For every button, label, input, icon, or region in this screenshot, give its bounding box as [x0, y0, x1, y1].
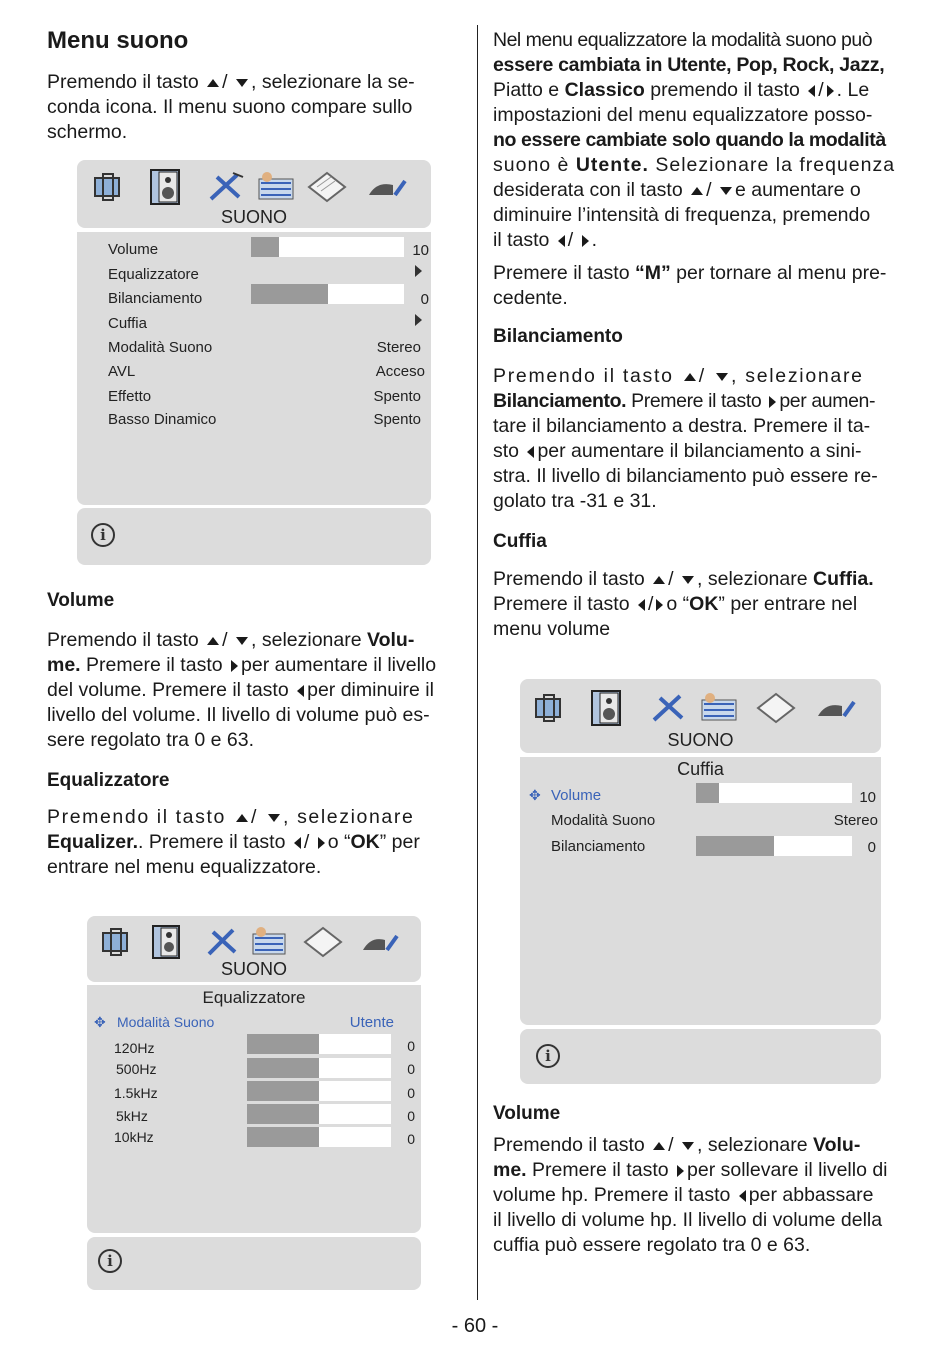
source-icon [363, 169, 413, 205]
chevron-right-icon [415, 265, 422, 277]
down-arrow-icon [720, 187, 732, 195]
sound-menu-screenshot [77, 160, 431, 565]
speaker-icon [143, 168, 193, 206]
intro-paragraph: Premendo il tasto / , selezionare la se- conda icona. Il menu suono compare sullo schermo. [47, 71, 415, 143]
volume-bar [251, 237, 404, 257]
hp-sound-mode-value: Stereo [833, 812, 878, 829]
balance-bar [251, 284, 404, 304]
up-arrow-icon [684, 373, 696, 381]
up-arrow-icon [236, 814, 248, 822]
up-arrow-icon [653, 576, 665, 584]
source-icon [357, 924, 403, 960]
right-arrow-icon [827, 85, 834, 97]
left-arrow-icon [739, 1190, 746, 1202]
up-arrow-icon [207, 637, 219, 645]
left-arrow-icon [297, 685, 304, 697]
sound-mode-value: Stereo [376, 339, 421, 356]
info-icon: i [91, 523, 115, 547]
notes-icon [752, 690, 802, 726]
headphone-menu-screenshot [520, 679, 881, 1084]
band-500hz-bar [247, 1058, 391, 1078]
move-icon: ✥ [529, 787, 541, 803]
menu-title: SUONO [220, 207, 287, 227]
band-5khz-label[interactable]: 5kHz [116, 1108, 148, 1124]
menu-item-balance[interactable]: Bilanciamento [551, 838, 646, 855]
speaker-icon [584, 689, 634, 727]
down-arrow-icon [236, 637, 248, 645]
up-arrow-icon [653, 1142, 665, 1150]
equalizer-mode-paragraph: Nel menu equalizzatore la modalità suono può essere cambiata in Utente, Pop, Rock, Jazz, Piatto e Classico premendo il tasto / . Le impostazioni del menu equalizzatore posso- no essere cambiate solo quando la modalità suono è Utente. Selezionare la frequenza desiderata con il tasto / e aumentare o diminuire l’intensità di frequenza, premendo il tasto / . [493, 29, 896, 251]
band-10khz-label[interactable]: 10kHz [114, 1129, 154, 1145]
tools-icon [203, 169, 253, 205]
move-icon: ✥ [94, 1014, 106, 1030]
left-arrow-icon [808, 85, 815, 97]
menu-item-effect[interactable]: Effetto [108, 388, 152, 405]
left-arrow-icon [294, 837, 301, 849]
band-5khz-value: 0 [407, 1108, 415, 1124]
down-arrow-icon [716, 373, 728, 381]
equalizer-paragraph: Premendo il tasto / , selezionare Equalizer.. Premere il tasto / o “OK” per entrare nel menu equalizzatore. [47, 806, 420, 878]
tools-icon [646, 690, 696, 726]
up-arrow-icon [691, 187, 703, 195]
tools-icon [201, 924, 247, 960]
menu-item-headphone[interactable]: Cuffia [108, 315, 147, 332]
band-500hz-value: 0 [407, 1061, 415, 1077]
menu-title: SUONO [667, 730, 734, 750]
column-divider [477, 25, 478, 1300]
settings-icon [253, 169, 303, 205]
band-120hz-value: 0 [407, 1038, 415, 1054]
settings-icon [696, 690, 746, 726]
right-arrow-icon [656, 599, 663, 611]
hp-volume-value: 10 [859, 789, 876, 806]
source-icon [812, 690, 862, 726]
back-paragraph: Premere il tasto “M” per tornare al menu pre- cedente. [493, 262, 887, 309]
sound-mode-value: Utente [349, 1014, 394, 1031]
right-arrow-icon [231, 660, 238, 672]
picture-icon [89, 170, 129, 204]
menu-item-balance[interactable]: Bilanciamento [108, 290, 203, 307]
down-arrow-icon [682, 1142, 694, 1150]
down-arrow-icon [236, 79, 248, 87]
left-arrow-icon [558, 235, 565, 247]
band-1-5khz-label[interactable]: 1.5kHz [114, 1085, 158, 1101]
balance-value: 0 [420, 291, 429, 308]
menu-item-volume[interactable]: Volume [108, 241, 159, 258]
band-5khz-bar [247, 1104, 391, 1124]
notes-icon [303, 169, 353, 205]
speaker-icon [147, 924, 193, 960]
info-icon: i [98, 1249, 122, 1273]
hp-volume-bar [696, 783, 852, 803]
hp-balance-value: 0 [867, 839, 876, 856]
volume-value: 10 [412, 242, 429, 259]
band-500hz-label[interactable]: 500Hz [116, 1061, 157, 1077]
band-10khz-value: 0 [407, 1131, 415, 1147]
down-arrow-icon [268, 814, 280, 822]
submenu-title: Cuffia [677, 759, 724, 779]
balance-paragraph: Premendo il tasto / , selezionare Bilanciamento. Premere il tasto per aumen- tare il bilanciamento a destra. Premere il ta- sto per aumentare il bilanciamento a sini- stra. Il livello di bilanciamento può essere re- golato tra -31 e 31. [493, 365, 878, 512]
headphone-heading: Cuffia [493, 531, 547, 552]
menu-item-dynamic-bass[interactable]: Basso Dinamico [108, 411, 217, 428]
notes-icon [299, 924, 349, 960]
down-arrow-icon [682, 576, 694, 584]
chevron-right-icon [415, 314, 422, 326]
info-icon: i [536, 1044, 560, 1068]
left-arrow-icon [527, 446, 534, 458]
band-10khz-bar [247, 1127, 391, 1147]
left-arrow-icon [638, 599, 645, 611]
section-title: Menu suono [47, 27, 189, 54]
avl-value: Acceso [375, 363, 425, 380]
volume-paragraph: Premendo il tasto / , selezionare Volu- me. Premere il tasto per aumentare il livello del volume. Premere il tasto per diminuire il livello del volume. Il livello di volume può es- sere regolato tra 0 e 63. [47, 629, 437, 751]
equalizer-menu-screenshot [87, 916, 421, 1290]
right-arrow-icon [318, 837, 325, 849]
balance-heading: Bilanciamento [493, 326, 623, 347]
volume-heading: Volume [47, 590, 115, 611]
menu-item-sound-mode[interactable]: Modalità Suono [117, 1014, 215, 1030]
band-120hz-bar [247, 1034, 391, 1054]
dynamic-bass-value: Spento [373, 411, 421, 428]
menu-item-sound-mode[interactable]: Modalità Suono [108, 339, 213, 356]
menu-icons [530, 689, 862, 727]
menu-item-equalizer[interactable]: Equalizzatore [108, 266, 199, 283]
band-1-5khz-value: 0 [407, 1085, 415, 1101]
equalizer-heading: Equalizzatore [47, 770, 170, 791]
up-arrow-icon [207, 79, 219, 87]
right-arrow-icon [677, 1165, 684, 1177]
menu-item-sound-mode[interactable]: Modalità Suono [551, 812, 656, 829]
hp-volume-heading: Volume [493, 1103, 561, 1124]
right-arrow-icon [582, 235, 589, 247]
band-1-5khz-bar [247, 1081, 391, 1101]
menu-icons [97, 924, 403, 960]
picture-icon [530, 691, 570, 725]
info-bar [77, 508, 431, 565]
hp-balance-bar [696, 836, 852, 856]
effect-value: Spento [373, 388, 421, 405]
picture-icon [97, 925, 137, 959]
menu-item-avl[interactable]: AVL [108, 363, 136, 380]
menu-icons [89, 168, 413, 206]
right-arrow-icon [769, 396, 776, 408]
headphone-paragraph: Premendo il tasto / , selezionare Cuffia. Premere il tasto / o “OK” per entrare nel menu volume [493, 568, 874, 640]
band-120hz-label[interactable]: 120Hz [114, 1040, 155, 1056]
info-bar [87, 1237, 421, 1290]
submenu-title: Equalizzatore [202, 988, 306, 1007]
page-number: - 60 - [451, 1315, 499, 1337]
hp-volume-paragraph: Premendo il tasto / , selezionare Volu- me. Premere il tasto per sollevare il livello di volume hp. Premere il tasto per abbassare il livello di volume hp. Il livello di volume della cuffia può essere regolato tra 0 e 63. [493, 1134, 888, 1256]
menu-item-volume[interactable]: Volume [551, 787, 602, 804]
settings-icon [247, 924, 293, 960]
menu-title: SUONO [220, 959, 287, 979]
info-bar [520, 1029, 881, 1084]
